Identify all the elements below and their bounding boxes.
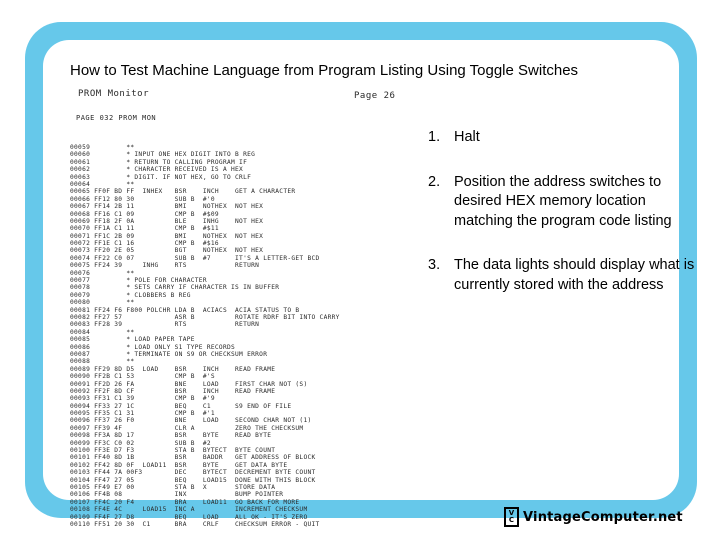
listing-line: 00073 FF20 2E 05 BGT NOTHEX NOT HEX	[70, 247, 264, 255]
listing-line: 00070 FF1A C1 11 CMP B #$11	[70, 225, 219, 233]
listing-line: 00068 FF16 C1 09 CMP B #$09	[70, 210, 219, 218]
listing-line: 00059 **	[70, 144, 135, 151]
listing-line: 00089 FF29 8D D5 LOAD BSR INCH READ FRAME	[70, 365, 276, 373]
vc-logo-icon: V C	[504, 507, 519, 527]
listing-line: 00103 FF44 7A 00F3 DEC BYTECT DECREMENT BYTE COUNT	[70, 469, 316, 477]
listing-line: 00077 * POLE FOR CHARACTER	[70, 277, 207, 285]
listing-line: 00074 FF22 C0 07 SUB B #7 IT'S A LETTER-GET BCD	[70, 254, 320, 262]
listing-line: 00099 FF3C C0 02 SUB B #2	[70, 439, 211, 447]
listing-line: 00095 FF35 C1 31 CMP B #'1	[70, 410, 215, 418]
listing-line: 00101 FF40 8D 1B BSR BADDR GET ADDRESS OF BLOCK	[70, 454, 316, 462]
listing-line: 00096 FF37 26 F0 BNE LOAD SECOND CHAR NOT (1)	[70, 417, 312, 425]
listing-header-left: PROM Monitor	[78, 89, 150, 99]
listing-line: 00079 * CLOBBERS B REG	[70, 291, 191, 299]
listing-line: 00064 **	[70, 180, 135, 188]
listing-line: 00081 FF24 F6 F800 POLCHR LDA B ACIACS ACIA STATUS TO B	[70, 306, 300, 314]
listing-line: 00108 FF4E 4C LOAD15 INC A INCREMENT CHECKSUM	[70, 506, 308, 514]
bullet-item	[428, 256, 700, 295]
listing-line: 00080 **	[70, 299, 135, 307]
bullet-item	[428, 128, 700, 148]
listing-line: 00076 **	[70, 269, 135, 277]
listing-lines	[70, 144, 410, 528]
listing-line: 00072 FF1E C1 16 CMP B #$16	[70, 240, 219, 248]
listing-line: 00097 FF39 4F CLR A ZERO THE CHECKSUM	[70, 424, 304, 432]
bullet-number: 3.	[428, 257, 441, 273]
listing-line: 00106 FF4B 08 INX BUMP POINTER	[70, 491, 284, 499]
listing-line: 00090 FF2B C1 53 CMP B #'S	[70, 373, 215, 381]
listing-line: 00109 FF4F 27 D8 BEQ LOAD ALL OK - IT'S ZERO	[70, 513, 308, 521]
listing-line: 00105 FF49 E7 00 STA B X STORE DATA	[70, 483, 276, 491]
listing-header-right: Page 26	[354, 91, 396, 101]
program-listing-image	[70, 86, 410, 528]
listing-line: 00067 FF14 2B 11 BMI NOTHEX NOT HEX	[70, 203, 264, 211]
bullet-number: 2.	[428, 173, 441, 190]
listing-line: 00084 **	[70, 328, 135, 336]
listing-line: 00088 **	[70, 358, 135, 366]
bullet-text: Halt	[454, 129, 480, 145]
listing-line: 00082 FF27 57 ASR B ROTATE RDRF BIT INTO CARRY	[70, 313, 340, 321]
listing-line: 00083 FF28 39 RTS RETURN	[70, 321, 260, 329]
bullet-number: 1.	[428, 129, 441, 145]
logo-text: VintageComputer.net	[523, 509, 683, 525]
listing-line: 00075 FF24 39 INHG RTS RETURN	[70, 262, 260, 270]
listing-line: 00087 * TERMINATE ON S9 OR CHECKSUM ERROR	[70, 350, 268, 358]
listing-line: 00102 FF42 8D 0F LOAD11 BSR BYTE GET DATA BYTE	[70, 461, 288, 469]
listing-line: 00093 FF31 C1 39 CMP B #'9	[70, 395, 215, 403]
listing-line: 00107 FF4C 20 F4 BRA LOAD11 GO BACK FOR MORE	[70, 498, 300, 506]
listing-line: 00065 FF0F BD FF INHEX BSR INCH GET A CHARACTER	[70, 188, 296, 196]
listing-line: 00104 FF47 27 05 BEQ LOAD15 DONE WITH THIS BLOCK	[70, 476, 316, 484]
bullet-text: The data lights should display what is currently stored with the address	[454, 257, 695, 293]
listing-line: 00086 * LOAD ONLY S1 TYPE RECORDS	[70, 343, 236, 351]
bullet-list	[428, 128, 700, 320]
listing-line: 00078 * SETS CARRY IF CHARACTER IS IN BUFFER	[70, 284, 280, 292]
listing-line: 00071 FF1C 2B 09 BMI NOTHEX NOT HEX	[70, 232, 264, 240]
listing-line: 00092 FF2F 8D CF BSR INCH READ FRAME	[70, 387, 276, 395]
listing-line: 00069 FF18 2F 0A BLE INHG NOT HEX	[70, 217, 264, 225]
listing-line: 00085 * LOAD PAPER TAPE	[70, 336, 195, 344]
listing-line: 00066 FF12 80 30 SUB B #'0	[70, 195, 215, 203]
listing-line: 00100 FF3E D7 F3 STA B BYTECT BYTE COUNT	[70, 447, 276, 455]
listing-line: 00063 * DIGIT. IF NOT HEX, GO TO CRLF	[70, 173, 252, 181]
bullet-text: Position the address switches to desired HEX memory location matching the program code listing	[454, 173, 672, 229]
listing-line: 00094 FF33 27 1C BEQ C1 S9 END OF FILE	[70, 402, 292, 410]
listing-sub-header: PAGE 032 PROM MON	[76, 114, 157, 122]
listing-line: 00061 * RETURN TO CALLING PROGRAM IF	[70, 158, 248, 166]
slide-title: How to Test Machine Language from Program Listing Using Toggle Switches	[70, 62, 579, 79]
listing-line: 00062 * CHARACTER RECEIVED IS A HEX	[70, 166, 244, 174]
vintagecomputer-logo	[504, 506, 683, 528]
listing-line: 00060 * INPUT ONE HEX DIGIT INTO B REG	[70, 151, 256, 159]
listing-line: 00098 FF3A 8D 17 BSR BYTE READ BYTE	[70, 432, 272, 440]
bullet-item	[428, 173, 700, 232]
listing-line: 00091 FF2D 26 FA BNE LOAD FIRST CHAR NOT (S)	[70, 380, 308, 388]
listing-line: 00110 FF51 20 30 C1 BRA CRLF CHECKSUM ERROR - QUIT	[70, 520, 320, 528]
